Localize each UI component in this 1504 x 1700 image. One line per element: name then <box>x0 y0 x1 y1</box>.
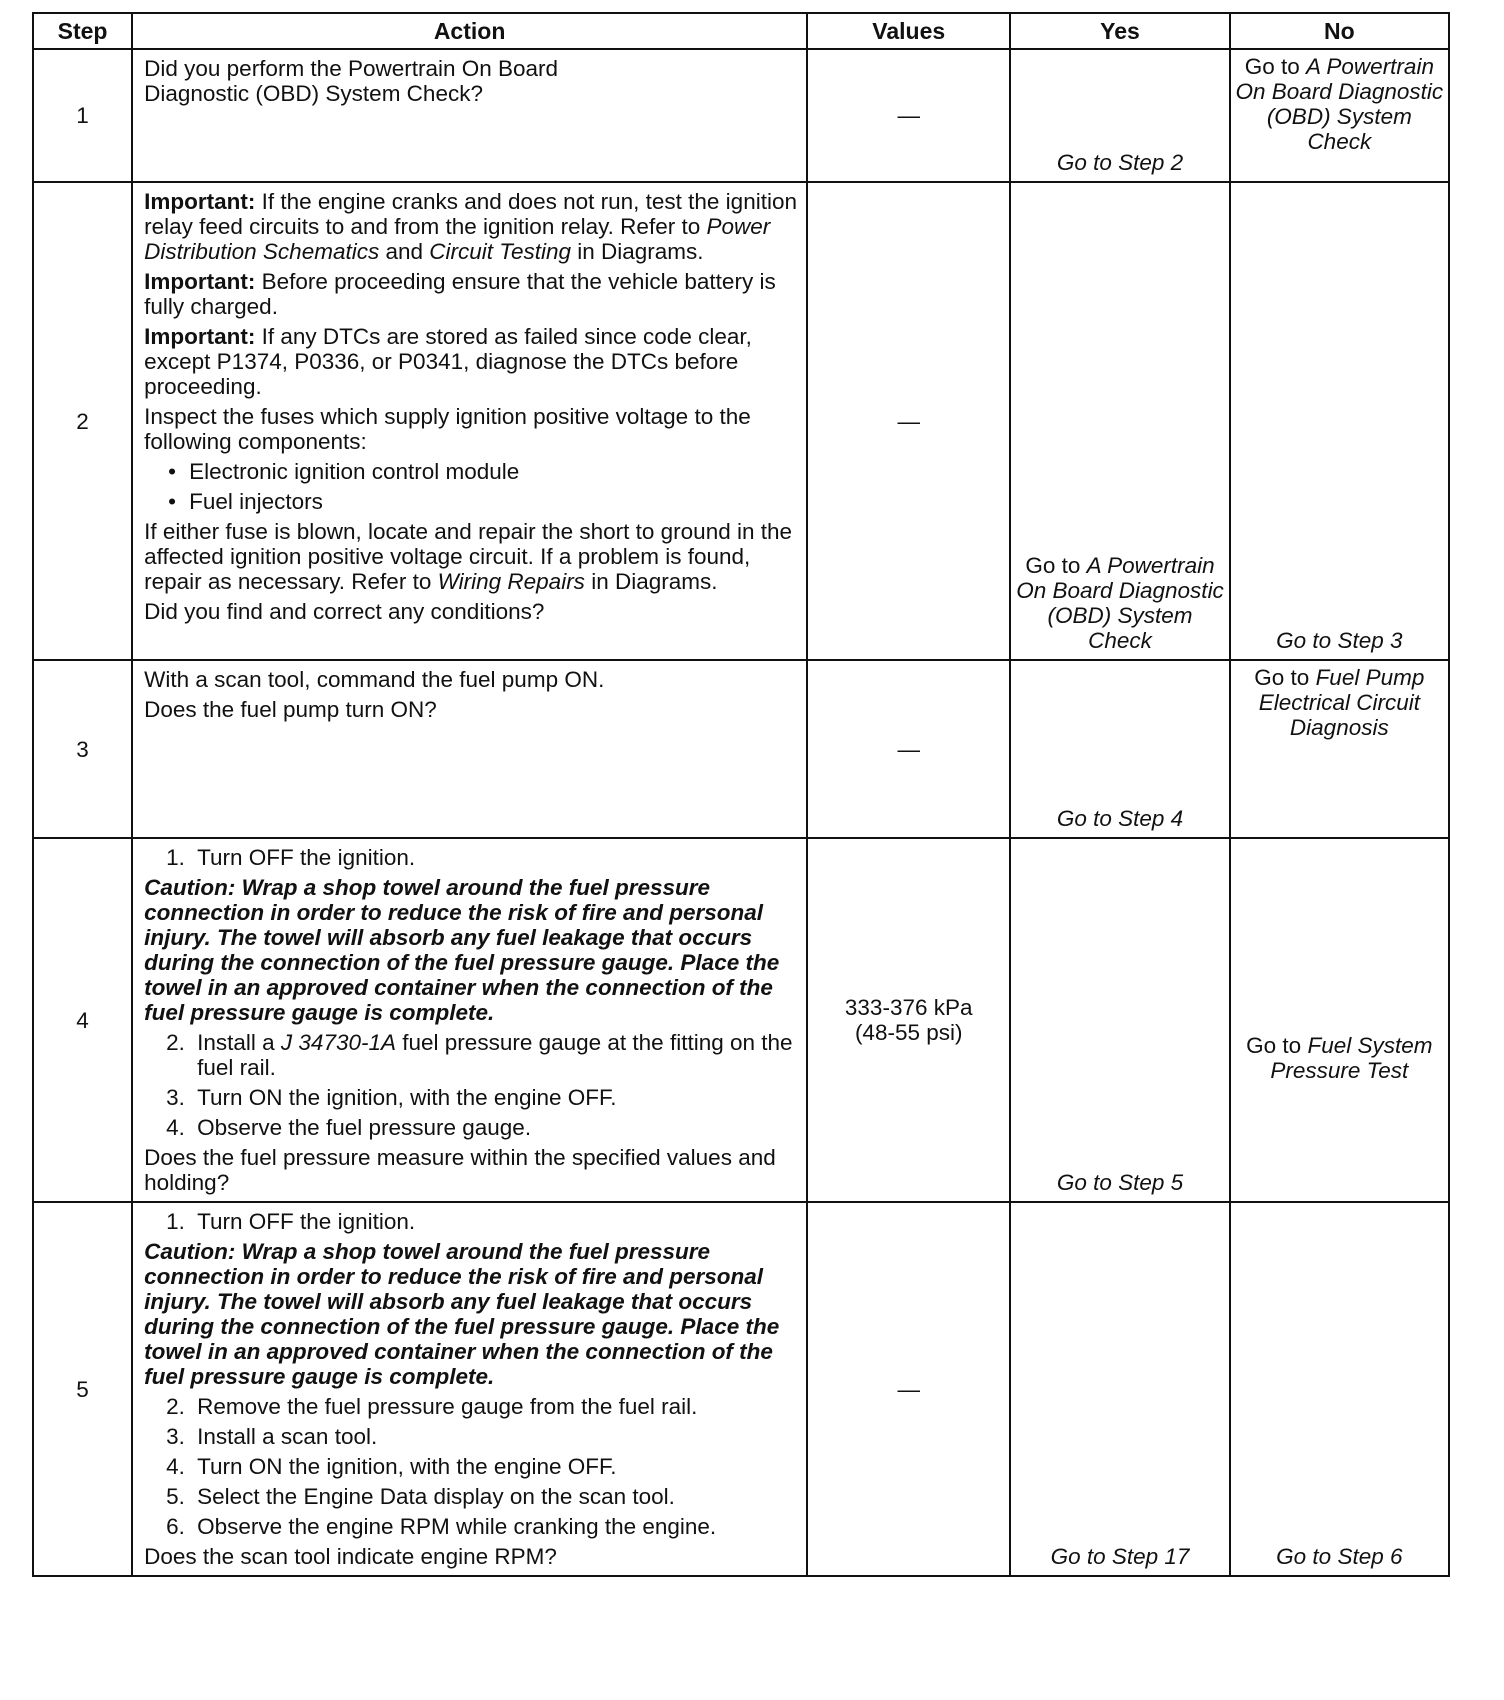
goto-target: A Powertrain On Board Diagnostic (OBD) System Check <box>1235 54 1444 154</box>
goto-target: Fuel System Pressure Test <box>1270 1033 1433 1083</box>
values-cell: — <box>807 49 1010 182</box>
inspect-text: Inspect the fuses which supply ignition positive voltage to the following components: <box>144 404 751 454</box>
yes-goto-link[interactable]: Go to Step 17 <box>1050 1544 1190 1569</box>
tool-link[interactable]: J 34730-1A <box>280 1030 397 1055</box>
list-item: • Electronic ignition control module <box>168 459 520 484</box>
table-row <box>33 838 1449 1202</box>
fuse-text: If either fuse is blown, locate and repair the short to ground in the affected ignition positive voltage circuit. If a problem is found, repair as necessary. Refer to Wiring Repairs in Diagrams. <box>144 519 793 594</box>
bullet-icon: • <box>168 459 177 484</box>
step-number: 5 <box>33 1202 132 1576</box>
list-item: 1. Turn OFF the ignition. <box>166 1209 416 1234</box>
goto-prefix: Go to <box>1246 1033 1302 1058</box>
circuit-testing-link[interactable]: Circuit Testing <box>429 239 571 264</box>
procedure-list <box>144 1030 798 1140</box>
list-item: 5. Select the Engine Data display on the scan tool. <box>166 1484 675 1509</box>
action-cell <box>132 49 807 182</box>
caution-text: Caution: Wrap a shop towel around the fuel pressure connection in order to reduce the risk of fire and personal injury. The towel will absorb any fuel leakage that occurs during the connection of the fuel pressure gauge. Place the towel in an approved container when the connection of the fuel pressure gauge is complete. <box>144 1239 780 1389</box>
action-cell <box>132 1202 807 1576</box>
schematics-link[interactable]: Power Distribution Schematics <box>144 214 771 264</box>
step-number: 3 <box>33 660 132 838</box>
goto-prefix: Go to <box>1025 553 1081 578</box>
table-row <box>33 49 1449 182</box>
table-row <box>33 1202 1449 1576</box>
wiring-repairs-link[interactable]: Wiring Repairs <box>437 569 585 594</box>
list-item: 2. Install a J 34730-1A fuel pressure gauge at the fitting on the fuel rail. <box>166 1030 793 1080</box>
component-list <box>144 459 798 514</box>
header-action: Action <box>132 13 807 49</box>
no-goto-link[interactable] <box>1231 54 1448 154</box>
no-cell <box>1230 660 1449 838</box>
header-row <box>33 13 1449 49</box>
goto-target: A Powertrain On Board Diagnostic (OBD) System Check <box>1016 553 1224 653</box>
important-note: Important: Before proceeding ensure that the vehicle battery is fully charged. <box>144 269 776 319</box>
list-item: 3. Turn ON the ignition, with the engine OFF. <box>166 1085 617 1110</box>
table-row <box>33 660 1449 838</box>
no-goto-link[interactable]: Go to Step 3 <box>1276 628 1403 653</box>
yes-cell <box>1010 1202 1229 1576</box>
action-cell <box>132 838 807 1202</box>
yes-goto-link[interactable] <box>1011 553 1228 653</box>
action-text: Did you perform the Powertrain On Board Diagnostic (OBD) System Check? <box>144 56 559 106</box>
diagnostic-table <box>32 12 1450 1577</box>
important-label: Important: <box>144 324 256 349</box>
step-number: 1 <box>33 49 132 182</box>
question-text: Does the scan tool indicate engine RPM? <box>144 1544 557 1569</box>
header-step: Step <box>33 13 132 49</box>
step-number: 4 <box>33 838 132 1202</box>
yes-goto-link[interactable]: Go to Step 5 <box>1056 1170 1184 1195</box>
caution-text: Caution: Wrap a shop towel around the fuel pressure connection in order to reduce the risk of fire and personal injury. The towel will absorb any fuel leakage that occurs during the connection of the fuel pressure gauge. Place the towel in an approved container when the connection of the fuel pressure gauge is complete. <box>144 875 780 1025</box>
values-cell: — <box>807 182 1010 660</box>
no-cell <box>1230 182 1449 660</box>
no-goto-link[interactable]: Go to Step 6 <box>1276 1544 1403 1569</box>
list-item: 4. Turn ON the ignition, with the engine OFF. <box>166 1454 617 1479</box>
procedure-list <box>144 845 798 870</box>
list-item: 1. Turn OFF the ignition. <box>166 845 416 870</box>
header-no: No <box>1230 13 1449 49</box>
no-cell <box>1230 49 1449 182</box>
yes-cell <box>1010 660 1229 838</box>
important-label: Important: <box>144 189 256 214</box>
list-item: 4. Observe the fuel pressure gauge. <box>166 1115 532 1140</box>
step-number: 2 <box>33 182 132 660</box>
no-goto-link[interactable] <box>1231 1033 1448 1083</box>
table-row <box>33 182 1449 660</box>
action-cell <box>132 182 807 660</box>
goto-prefix: Go to <box>1244 54 1300 79</box>
list-item: 6. Observe the engine RPM while cranking the engine. <box>166 1514 717 1539</box>
bullet-icon: • <box>168 489 177 514</box>
values-cell: — <box>807 660 1010 838</box>
important-note: Important: If any DTCs are stored as failed since code clear, except P1374, P0336, or P0341, diagnose the DTCs before proceeding. <box>144 324 752 399</box>
no-goto-link[interactable] <box>1231 665 1448 740</box>
goto-target: Fuel Pump Electrical Circuit Diagnosis <box>1258 665 1425 740</box>
no-cell <box>1230 838 1449 1202</box>
question-text: Does the fuel pump turn ON? <box>144 697 437 722</box>
header-yes: Yes <box>1010 13 1229 49</box>
yes-cell <box>1010 49 1229 182</box>
list-item: 3. Install a scan tool. <box>166 1424 378 1449</box>
yes-goto-link[interactable]: Go to Step 2 <box>1056 150 1184 175</box>
action-cell <box>132 660 807 838</box>
goto-prefix: Go to <box>1254 665 1310 690</box>
action-text: With a scan tool, command the fuel pump ON. <box>144 667 605 692</box>
procedure-list <box>144 1394 798 1539</box>
list-item: 2. Remove the fuel pressure gauge from the fuel rail. <box>166 1394 698 1419</box>
yes-cell <box>1010 182 1229 660</box>
header-values: Values <box>807 13 1010 49</box>
values-cell <box>807 838 1010 1202</box>
question-text: Did you find and correct any conditions? <box>144 599 545 624</box>
list-item: • Fuel injectors <box>168 489 323 514</box>
yes-goto-link[interactable]: Go to Step 4 <box>1056 806 1184 831</box>
procedure-list <box>144 1209 798 1234</box>
values-line: 333-376 kPa <box>844 995 973 1020</box>
no-cell <box>1230 1202 1449 1576</box>
values-cell: — <box>807 1202 1010 1576</box>
question-text: Does the fuel pressure measure within the specified values and holding? <box>144 1145 776 1195</box>
yes-cell <box>1010 838 1229 1202</box>
values-line: (48-55 psi) <box>854 1020 963 1045</box>
important-note: Important: If the engine cranks and does not run, test the ignition relay feed circuits to and from the ignition relay. Refer to Power Distribution Schematics and Circuit Testing in Diagrams. <box>144 189 797 264</box>
important-label: Important: <box>144 269 256 294</box>
